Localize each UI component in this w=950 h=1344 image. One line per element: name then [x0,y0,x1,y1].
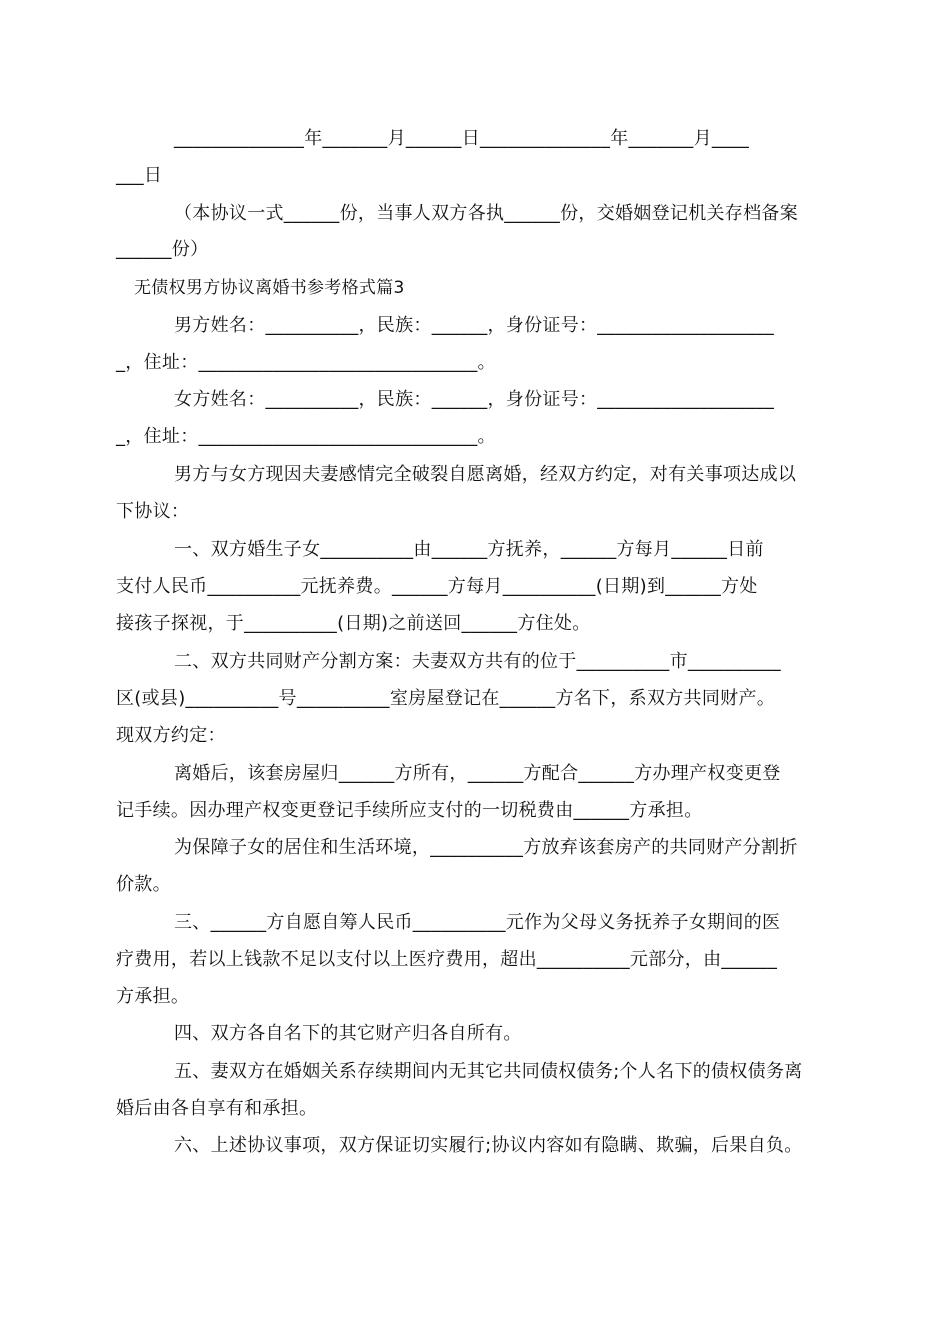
date-line-2: ___日 [116,165,163,186]
clause-1-line-1: 一、双方婚生子女__________由______方抚养，______方每月______日前 [174,539,764,560]
copies-line-1: （本协议一式______份，当事人双方各执______份，交婚姻登记机关存档备案 [174,203,798,224]
clause-2-line-1: 二、双方共同财产分割方案：夫妻双方共有的位于__________市__________ [174,651,781,672]
section-heading: 无债权男方协议离婚书参考格式篇3 [134,278,405,298]
house-line-1: 离婚后，该套房屋归______方所有，______方配合______方办理产权变更登 [174,763,781,784]
children-housing-line-2: 价款。 [116,874,171,895]
clause-5-line-1: 五、妻双方在婚姻关系存续期间内无其它共同债权债务;个人名下的债权债务离 [174,1061,803,1082]
intro-line-2: 下协议： [116,501,190,522]
clause-3-line-3: 方承担。 [116,986,190,1007]
clause-2-line-3: 现双方约定： [116,725,226,746]
house-line-2: 记手续。因办理产权变更登记手续所应支付的一切税费由______方承担。 [116,800,703,821]
clause-6-line: 六、上述协议事项，双方保证切实履行;协议内容如有隐瞒、欺骗，后果自负。 [174,1135,803,1156]
clause-4-line: 四、双方各自名下的其它财产归各自所有。 [174,1023,522,1044]
male-info-line-1: 男方姓名：__________，民族：______，身份证号：___________________ [174,315,774,336]
clause-5-line-2: 婚后由各自享有和承担。 [116,1098,318,1119]
female-info-line-1: 女方姓名：__________，民族：______，身份证号：___________________ [174,389,774,410]
male-info-line-2: _，住址：______________________________。 [116,352,496,373]
date-line-1: ______________年_______月______日______________年_______月____ [174,128,750,149]
clause-1-line-2: 支付人民币__________元抚养费。______方每月__________(日期)到______方处 [116,576,758,597]
clause-1-line-3: 接孩子探视，于__________(日期)之前送回______方住处。 [116,613,591,634]
female-info-line-2: _，住址：______________________________。 [116,426,496,447]
intro-line-1: 男方与女方现因夫妻感情完全破裂自愿离婚，经双方约定，对有关事项达成以 [174,464,797,485]
clause-3-line-2: 疗费用，若以上钱款不足以支付以上医疗费用，超出__________元部分，由______ [116,949,778,970]
clause-3-line-1: 三、______方自愿自筹人民币__________元作为父母义务抚养子女期间的医 [174,912,781,933]
copies-line-2: ______份） [116,239,209,260]
clause-2-line-2: 区(或县)__________号__________室房屋登记在______方名下，系双方共同财产。 [116,688,776,709]
children-housing-line-1: 为保障子女的居住和生活环境，__________方放弃该套房产的共同财产分割折 [174,837,798,858]
